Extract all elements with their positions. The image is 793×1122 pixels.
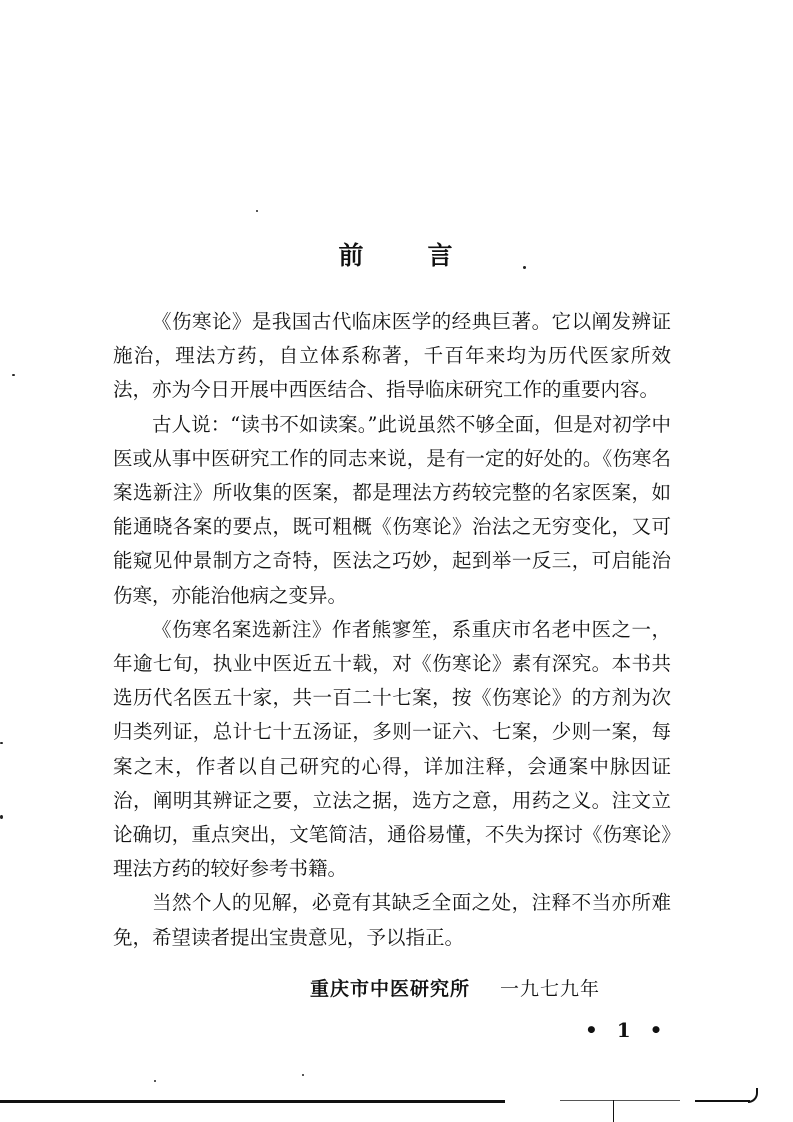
- scan-edge-tick: [613, 1100, 614, 1122]
- page-title: [0, 236, 793, 272]
- scan-speck: [154, 1080, 156, 1082]
- scan-speck: [256, 210, 258, 212]
- paragraph-2: 古人说：“读书不如读案。”此说虽然不够全面，但是对初学中医或从事中医研究工作的同志来说，是有一定的好处的。《伤寒名案选新注》所收集的医案，都是理法方药较完整的名家医案，如能通晓各案的要点，既可粗概《伤寒论》治法之无穷变化，又可能窥见仲景制方之奇特，医法之巧妙，起到举一反三，可启能治伤寒，亦能治他病之变异。: [113, 412, 671, 607]
- preface-body: [113, 305, 671, 955]
- signature-date: 一九七九年: [500, 978, 601, 1000]
- scan-speck: [523, 266, 526, 269]
- scan-edge-line-left: [0, 1100, 505, 1103]
- scan-speck: [0, 742, 3, 744]
- signature: [310, 974, 600, 1001]
- page-number: • 1 •: [585, 1018, 669, 1042]
- title-char-2: 言: [427, 241, 455, 270]
- paragraph-1: 《伤寒论》是我国古代临床医学的经典巨著。它以阐发辨证施治，理法方药，自立体系称著，千百年来均为历代医家所效法，亦为今日开展中西医结合、指导临床研究工作的重要内容。: [113, 310, 671, 402]
- scan-speck: [0, 815, 3, 819]
- scan-speck: [302, 1074, 304, 1076]
- signature-organization: 重庆市中医研究所: [310, 978, 471, 1000]
- scan-edge-curve: [748, 1088, 758, 1103]
- scan-speck: [12, 374, 15, 376]
- scan-edge-line-middle: [560, 1100, 680, 1101]
- title-char-1: 前: [338, 241, 366, 270]
- paragraph-4: 当然个人的见解，必竟有其缺乏全面之处，注释不当亦所难免，希望读者提出宝贵意见，予以指正。: [113, 891, 671, 949]
- paragraph-3: 《伤寒名案选新注》作者熊寥笙，系重庆市名老中医之一，年逾七旬，执业中医近五十载，对《伤寒论》素有深究。本书共选历代名医五十家，共一百二十七案，按《伤寒论》的方剂为次归类列证，总计七十五汤证，多则一证六、七案，少则一案，每案之末，作者以自己研究的心得，详加注释，会通案中脉因证治，阐明其辨证之要，立法之据，选方之意，用药之义。注文立论确切，重点突出，文笔简洁，通俗易懂，不失为探讨《伤寒论》理法方药的较好参考书籍。: [113, 617, 671, 881]
- scan-edge-line-right: [695, 1100, 750, 1102]
